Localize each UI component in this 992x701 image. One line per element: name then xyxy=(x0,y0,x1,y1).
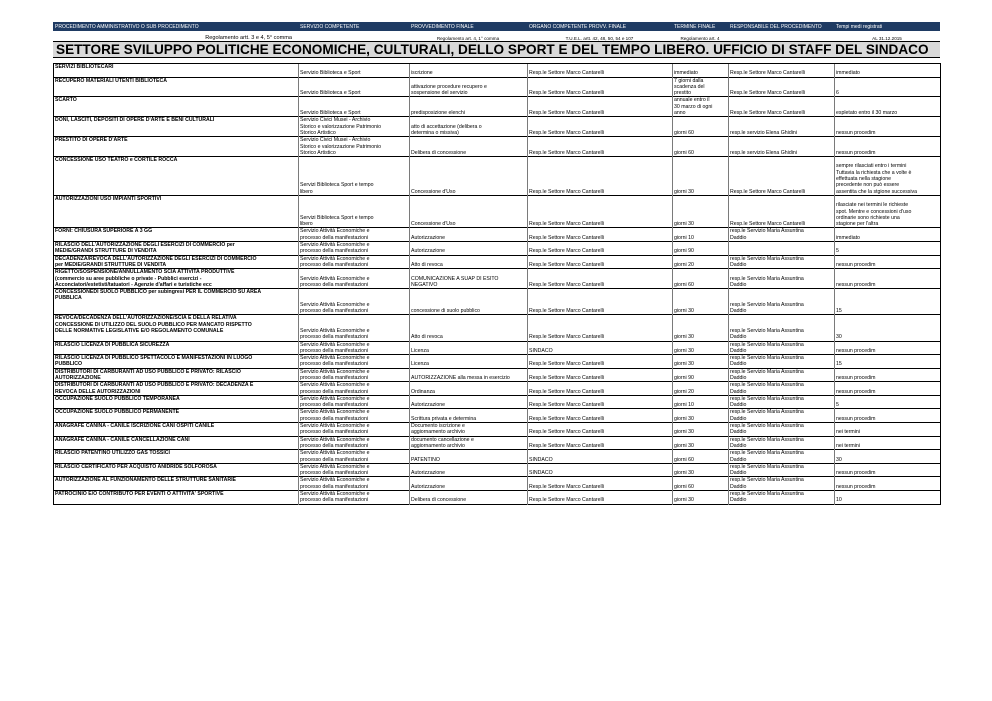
cell-responsible: resp.le servizio Elena Ghidini xyxy=(729,117,835,137)
cell-average-time: immediato xyxy=(835,64,941,78)
cell-final-measure: Concessione d'Uso xyxy=(410,195,528,228)
cell-procedure: RIGETTO/SOSPENSIONE/ANNULLAMENTO SCIA ATTIVITA PRODUTTIVE (commercio su aree pubbliche o private - Pubblici esercizi - Acconciatori/estetisti/tatuatori - Agenzie d'affari e turistiche ecc xyxy=(54,269,299,289)
cell-deadline: immediato xyxy=(673,64,729,78)
cell-service: Servizio Attività Economiche e processo della manifestazioni xyxy=(299,228,410,242)
subheader-final-measure: Regolamento art. 4, 1° comma xyxy=(436,36,500,41)
cell-final-measure: Autorizzazione xyxy=(410,242,528,256)
cell-competent-body: Resp.le Settore Marco Cantarelli xyxy=(528,289,673,315)
cell-service: Servizio Attività Economiche e processo della manifestazioni xyxy=(299,450,410,464)
cell-average-time: espletato entro il 30 marzo xyxy=(835,97,941,117)
cell-average-time: nessun procedim xyxy=(835,269,941,289)
cell-responsible: Resp.le Settore Marco Cantarelli xyxy=(729,157,835,196)
subheader-average-time: AL 31.12.2015 xyxy=(872,36,902,41)
cell-procedure: RILASCIO DELL'AUTORIZZAZIONE DEGLI ESERCIZI DI COMMERCIO per MEDIE/GRANDI STRUTTURE DI VENDITA xyxy=(54,242,299,256)
cell-final-measure: Scrittura privata e determina xyxy=(410,409,528,423)
cell-final-measure: Autorizzazione xyxy=(410,477,528,491)
cell-deadline: 7 giorni dalla scadenza del prestito xyxy=(673,77,729,97)
cell-responsible: resp.le Servizio Maria Assuntina Daddio xyxy=(729,228,835,242)
header-final-measure: PROVVEDIMENTO FINALE xyxy=(411,23,474,30)
cell-service: Servizio Attività Economiche e processo della manifestazioni xyxy=(299,382,410,396)
cell-service: Servizio Biblioteca e Sport xyxy=(299,64,410,78)
table-row xyxy=(54,97,941,117)
header-responsible: RESPONSABILE DEL PROCEDIMENTO xyxy=(730,23,822,30)
cell-procedure: PATROCINIO E/O CONTRIBUTO PER EVENTI O ATTIVITA' SPORTIVE xyxy=(54,491,299,505)
cell-responsible: Resp.le Settore Marco Cantarelli xyxy=(729,195,835,228)
cell-average-time: nessun procedim xyxy=(835,341,941,355)
cell-procedure: RILASCIO CERTIFICATO PER ACQUISTO ANIDRIDE SOLFOROSA xyxy=(54,463,299,477)
cell-competent-body: Resp.le Settore Marco Cantarelli xyxy=(528,477,673,491)
cell-procedure: OCCUPAZIONE SUOLO PUBBLICO PERMANENTE xyxy=(54,409,299,423)
header-service: SERVIZIO COMPETENTE xyxy=(300,23,360,30)
cell-service: Servizio Attività Economiche e processo della manifestazioni xyxy=(299,436,410,450)
table-row xyxy=(54,382,941,396)
cell-average-time: nei termini xyxy=(835,423,941,437)
cell-final-measure: predisposizione elenchi xyxy=(410,97,528,117)
table-row xyxy=(54,463,941,477)
cell-procedure: RILASCIO LICENZA DI PUBBLICO SPETTACOLO E MANIFESTAZIONI IN LUOGO PUBBLICO xyxy=(54,355,299,369)
cell-deadline: giorni 20 xyxy=(673,382,729,396)
cell-responsible: Resp.le Settore Marco Cantarelli xyxy=(729,97,835,117)
cell-final-measure: documento cancellazione e aggiornamento archivio xyxy=(410,436,528,450)
cell-deadline: giorni 30 xyxy=(673,195,729,228)
cell-competent-body: Resp.le Settore Marco Cantarelli xyxy=(528,368,673,382)
cell-responsible: resp.le Servizio Maria Assuntina Daddio xyxy=(729,341,835,355)
cell-service: Servizio Attività Economiche e processo della manifestazioni xyxy=(299,491,410,505)
spreadsheet xyxy=(53,22,940,505)
cell-service: Servizio Attività Economiche e processo della manifestazioni xyxy=(299,269,410,289)
header-average-time: Tempi medi registrati xyxy=(836,23,883,30)
cell-average-time: immediato xyxy=(835,228,941,242)
cell-final-measure: Atto di revoca xyxy=(410,255,528,269)
cell-responsible: resp.le Servizio Maria Assuntina Daddio xyxy=(729,255,835,269)
cell-average-time: nessun procedim xyxy=(835,463,941,477)
cell-responsible: resp.le Servizio Maria Assuntina Daddio xyxy=(729,477,835,491)
cell-procedure: RECUPERO MATERIALI UTENTI BIBLIOTECA xyxy=(54,77,299,97)
cell-procedure: AUTORIZZAZIONI USO IMPIANTI SPORTIVI xyxy=(54,195,299,228)
cell-responsible xyxy=(729,242,835,256)
cell-competent-body: Resp.le Settore Marco Cantarelli xyxy=(528,117,673,137)
procedures-table xyxy=(53,63,941,505)
header-competent-body: ORGANO COMPETENTE PROVV. FINALE xyxy=(529,23,627,30)
table-row xyxy=(54,137,941,157)
cell-procedure: PRESTITO DI OPERE D'ARTE xyxy=(54,137,299,157)
table-row xyxy=(54,477,941,491)
cell-average-time: nessun procedim xyxy=(835,409,941,423)
cell-service: Servizi Biblioteca Sport e tempo libero xyxy=(299,195,410,228)
cell-competent-body: Resp.le Settore Marco Cantarelli xyxy=(528,382,673,396)
cell-service: Servizio Biblioteca e Sport xyxy=(299,77,410,97)
cell-competent-body: Resp.le Settore Marco Cantarelli xyxy=(528,355,673,369)
cell-average-time: 30 xyxy=(835,315,941,341)
cell-final-measure: Concessione d'Uso xyxy=(410,157,528,196)
cell-procedure: ANAGRAFE CANINA - CANILE CANCELLAZIONE CANI xyxy=(54,436,299,450)
cell-responsible: resp.le Servizio Maria Assuntina Daddio xyxy=(729,395,835,409)
header-deadline: TERMINE FINALE xyxy=(674,23,716,30)
cell-final-measure: PATENTINO xyxy=(410,450,528,464)
cell-service: Servizio Civici Musei - Archivio Storico e valorizzazione Patrimonio Storico Artistico xyxy=(299,117,410,137)
header-row xyxy=(53,22,940,31)
cell-service: Servizio Attività Economiche e processo della manifestazioni xyxy=(299,315,410,341)
cell-deadline: giorni 60 xyxy=(673,450,729,464)
header-procedure: PROCEDIMENTO AMMINISTRATIVO O SUB PROCEDIMENTO xyxy=(55,23,199,30)
cell-service: Servizio Attività Economiche e processo della manifestazioni xyxy=(299,477,410,491)
cell-procedure: DISTRIBUTORI DI CARBURANTI AD USO PUBBLICO E PRIVATO: DECADENZA E REVOCA DELLE AUTORIZZAZIONI xyxy=(54,382,299,396)
cell-procedure: FORNI: CHIUSURA SUPERIORE A 3 GG xyxy=(54,228,299,242)
table-row xyxy=(54,195,941,228)
cell-responsible: Resp.le Settore Marco Cantarelli xyxy=(729,77,835,97)
cell-competent-body: Resp.le Settore Marco Cantarelli xyxy=(528,409,673,423)
cell-average-time: nessun procedim xyxy=(835,382,941,396)
table-row xyxy=(54,491,941,505)
cell-service: Servizio Biblioteca e Sport xyxy=(299,97,410,117)
cell-deadline: giorni 30 xyxy=(673,341,729,355)
cell-responsible: Resp.le Settore Marco Cantarelli xyxy=(729,64,835,78)
cell-average-time: 10 xyxy=(835,491,941,505)
cell-responsible: resp.le Servizio Maria Assuntina Daddio xyxy=(729,269,835,289)
cell-responsible: resp.le Servizio Maria Assuntina Daddio xyxy=(729,368,835,382)
cell-deadline: giorni 30 xyxy=(673,355,729,369)
cell-service: Servizio Attività Economiche e processo della manifestazioni xyxy=(299,423,410,437)
cell-procedure: DISTRIBUTORI DI CARBURANTI AD USO PUBBLICO E PRIVATO: RILASCIO AUTORIZZAZIONE xyxy=(54,368,299,382)
cell-responsible: resp.le Servizio Maria Assuntina Daddio xyxy=(729,463,835,477)
table-row xyxy=(54,450,941,464)
cell-procedure: AUTORIZZAZIONE AL FUNZIONAMENTO DELLE STRUTTURE SANITARIE xyxy=(54,477,299,491)
cell-final-measure: Delibera di concessione xyxy=(410,491,528,505)
cell-service: Servizio Attività Economiche e processo della manifestazioni xyxy=(299,395,410,409)
cell-deadline: giorni 90 xyxy=(673,242,729,256)
cell-average-time: rilasciate nei termini le richieste spot. Mentre e concessioni d'uso ordinarie sono richieste una stagione per l'altra xyxy=(835,195,941,228)
cell-deadline: giorni 60 xyxy=(673,117,729,137)
cell-service: Servizio Attività Economiche e processo della manifestazioni xyxy=(299,289,410,315)
cell-responsible: resp.le Servizio Maria Assuntina Daddio xyxy=(729,382,835,396)
table-row xyxy=(54,64,941,78)
cell-deadline: giorni 30 xyxy=(673,436,729,450)
subheader-procedure: Regolamento artt. 3 e 4, 5° comma xyxy=(205,35,292,41)
cell-competent-body: Resp.le Settore Marco Cantarelli xyxy=(528,195,673,228)
cell-deadline: giorni 10 xyxy=(673,395,729,409)
subheader-competent-body: T.U.E.L. artt. 42, 48, 50, 54 e 107 xyxy=(565,36,634,41)
cell-deadline: giorni 30 xyxy=(673,315,729,341)
cell-average-time: 5 xyxy=(835,242,941,256)
cell-competent-body: Resp.le Settore Marco Cantarelli xyxy=(528,315,673,341)
cell-final-measure: COMUNICAZIONE A SUAP DI ESITO NEGATIVO xyxy=(410,269,528,289)
cell-final-measure: Autorizzazione xyxy=(410,463,528,477)
table-row xyxy=(54,242,941,256)
cell-competent-body: Resp.le Settore Marco Cantarelli xyxy=(528,228,673,242)
cell-procedure: ANAGRAFE CANINA - CANILE ISCRIZIONE CANI OSPITI CANILE xyxy=(54,423,299,437)
cell-deadline: giorni 30 xyxy=(673,409,729,423)
table-row xyxy=(54,368,941,382)
cell-responsible: resp.le Servizio Maria Assuntina Daddio xyxy=(729,315,835,341)
cell-deadline: giorni 30 xyxy=(673,423,729,437)
cell-average-time: 15 xyxy=(835,289,941,315)
table-row xyxy=(54,77,941,97)
cell-responsible: resp.le Servizio Maria Assuntina Daddio xyxy=(729,450,835,464)
table-row xyxy=(54,255,941,269)
cell-competent-body: Resp.le Settore Marco Cantarelli xyxy=(528,255,673,269)
cell-deadline: giorni 30 xyxy=(673,491,729,505)
cell-final-measure: Delibera di concessione xyxy=(410,137,528,157)
cell-service: Servizio Attività Economiche e processo della manifestazioni xyxy=(299,409,410,423)
cell-service: Servizio Attività Economiche e processo della manifestazioni xyxy=(299,355,410,369)
cell-average-time: nei termini xyxy=(835,436,941,450)
cell-competent-body: Resp.le Settore Marco Cantarelli xyxy=(528,77,673,97)
subheader-row xyxy=(53,31,940,41)
cell-deadline: giorni 10 xyxy=(673,228,729,242)
table-row xyxy=(54,157,941,196)
cell-deadline: giorni 60 xyxy=(673,137,729,157)
cell-responsible: resp.le Servizio Maria Assuntina Daddio xyxy=(729,436,835,450)
cell-average-time: 5 xyxy=(835,395,941,409)
cell-service: Servizio Attività Economiche e processo della manifestazioni xyxy=(299,368,410,382)
cell-final-measure: Licenza xyxy=(410,355,528,369)
cell-service: Servizi Biblioteca Sport e tempo libero xyxy=(299,157,410,196)
cell-average-time: 6 xyxy=(835,77,941,97)
cell-procedure: SCARTO xyxy=(54,97,299,117)
cell-deadline: annuale entro il 30 marzo di ogni anno xyxy=(673,97,729,117)
cell-final-measure: attivazione procedure recupero e sospensione del servizio xyxy=(410,77,528,97)
cell-responsible: resp.le Servizio Maria Assuntina Daddio xyxy=(729,491,835,505)
table-row xyxy=(54,289,941,315)
cell-competent-body: Resp.le Settore Marco Cantarelli xyxy=(528,157,673,196)
cell-responsible: resp.le servizio Elena Ghidini xyxy=(729,137,835,157)
cell-procedure: CONCESSIONE USO TEATRO e CORTILE ROCCA xyxy=(54,157,299,196)
cell-procedure: DECADENZA/REVOCA DELL'AUTORIZZAZIONE DEGLI ESERCIZI DI COMMERCIO per MEDIE/GRANDI STRUTTURE DI VENDITA xyxy=(54,255,299,269)
cell-average-time: nessun procedim xyxy=(835,255,941,269)
table-row xyxy=(54,395,941,409)
cell-deadline: giorni 30 xyxy=(673,157,729,196)
cell-procedure: OCCUPAZIONE SUOLO PUBBLICO TEMPORANEA xyxy=(54,395,299,409)
cell-average-time: 30 xyxy=(835,450,941,464)
cell-competent-body: Resp.le Settore Marco Cantarelli xyxy=(528,436,673,450)
cell-competent-body: Resp.le Settore Marco Cantarelli xyxy=(528,423,673,437)
cell-service: Servizio Attività Economiche e processo della manifestazioni xyxy=(299,341,410,355)
cell-deadline: giorni 30 xyxy=(673,289,729,315)
table-row xyxy=(54,228,941,242)
cell-service: Servizio Attività Economiche e processo della manifestazioni xyxy=(299,463,410,477)
cell-deadline: giorni 20 xyxy=(673,255,729,269)
table-row xyxy=(54,436,941,450)
table-row xyxy=(54,341,941,355)
cell-competent-body: SINDACO xyxy=(528,463,673,477)
table-row xyxy=(54,409,941,423)
cell-service: Servizio Civici Musei - Archivio Storico e valorizzazione Patrimonio Storico Artistico xyxy=(299,137,410,157)
cell-responsible: resp.le Servizio Maria Assuntina Daddio xyxy=(729,289,835,315)
table-row xyxy=(54,117,941,137)
table-row xyxy=(54,423,941,437)
cell-procedure: CONCESSIONEDI SUOLO PUBBLICO per subingresi PER IL COMMERCIO SU AREA PUBBLICA xyxy=(54,289,299,315)
cell-average-time: nessun procedim xyxy=(835,117,941,137)
cell-average-time: nessun procedim xyxy=(835,368,941,382)
cell-deadline: giorni 60 xyxy=(673,477,729,491)
table-row xyxy=(54,355,941,369)
cell-competent-body: Resp.le Settore Marco Cantarelli xyxy=(528,269,673,289)
cell-service: Servizio Attività Economiche e processo della manifestazioni xyxy=(299,242,410,256)
cell-final-measure: Atto di revoca xyxy=(410,315,528,341)
cell-deadline: giorni 90 xyxy=(673,368,729,382)
cell-procedure: RILASCIO LICENZA DI PUBBLICA SICUREZZA xyxy=(54,341,299,355)
subheader-deadline: Regolamento art. 4 xyxy=(680,36,720,41)
cell-competent-body: Resp.le Settore Marco Cantarelli xyxy=(528,242,673,256)
cell-deadline: giorni 30 xyxy=(673,463,729,477)
cell-competent-body: SINDACO xyxy=(528,341,673,355)
table-row xyxy=(54,315,941,341)
cell-procedure: SERVIZI BIBLIOTECARI xyxy=(54,64,299,78)
table-row xyxy=(54,269,941,289)
cell-final-measure: iscrizione xyxy=(410,64,528,78)
cell-competent-body: Resp.le Settore Marco Cantarelli xyxy=(528,491,673,505)
cell-final-measure: Licenza xyxy=(410,341,528,355)
cell-service: Servizio Attività Economiche e processo della manifestazioni xyxy=(299,255,410,269)
cell-procedure: DONI, LASCITI, DEPOSITI DI OPERE D'ARTE E BENI CULTURALI xyxy=(54,117,299,137)
cell-average-time: nessun procedim xyxy=(835,477,941,491)
cell-competent-body: SINDACO xyxy=(528,450,673,464)
cell-final-measure: Documento iscrizione e aggiornamento archivio xyxy=(410,423,528,437)
cell-procedure: REVOCA/DECADENZA DELL'AUTORIZZAZIONE/SCIA E DELLA RELATIVA CONCESSIONE DI UTILIZZO DEL SUOLO PUBBLICO PER MANCATO RISPETTO DELLE NORMATIVE LEGISLATIVE E/O REGOLAMENTO COMUNALE xyxy=(54,315,299,341)
cell-responsible: resp.le Servizio Maria Assuntina Daddio xyxy=(729,355,835,369)
cell-final-measure: AUTORIZZAZIONE alla messa in esercizio xyxy=(410,368,528,382)
cell-average-time: 15 xyxy=(835,355,941,369)
cell-responsible: resp.le Servizio Maria Assuntina Daddio xyxy=(729,423,835,437)
cell-competent-body: Resp.le Settore Marco Cantarelli xyxy=(528,137,673,157)
cell-final-measure: concessione di suolo pubblico xyxy=(410,289,528,315)
cell-competent-body: Resp.le Settore Marco Cantarelli xyxy=(528,97,673,117)
cell-final-measure: Autorizzazione xyxy=(410,395,528,409)
section-title: SETTORE SVILUPPO POLITICHE ECONOMICHE, CULTURALI, DELLO SPORT E DEL TEMPO LIBERO. UFFICIO DI STAFF DEL SINDACO xyxy=(53,41,940,58)
cell-average-time: nessun procedim xyxy=(835,137,941,157)
cell-competent-body: Resp.le Settore Marco Cantarelli xyxy=(528,395,673,409)
cell-procedure: RILASCIO PATENTINO UTILIZZO GAS TOSSICI xyxy=(54,450,299,464)
cell-final-measure: Ordinanza xyxy=(410,382,528,396)
cell-responsible: resp.le Servizio Maria Assuntina Daddio xyxy=(729,409,835,423)
cell-final-measure: Autorizzazione xyxy=(410,228,528,242)
cell-average-time: sempre rilasciati entro i termini Tuttavia la richiesta che a volte è effettuata nella stagione precedente non può essere assentita che la stgione successiva xyxy=(835,157,941,196)
cell-deadline: giorni 60 xyxy=(673,269,729,289)
cell-final-measure: atto di accettazione (delibera o determina o missiva) xyxy=(410,117,528,137)
cell-competent-body: Resp.le Settore Marco Cantarelli xyxy=(528,64,673,78)
